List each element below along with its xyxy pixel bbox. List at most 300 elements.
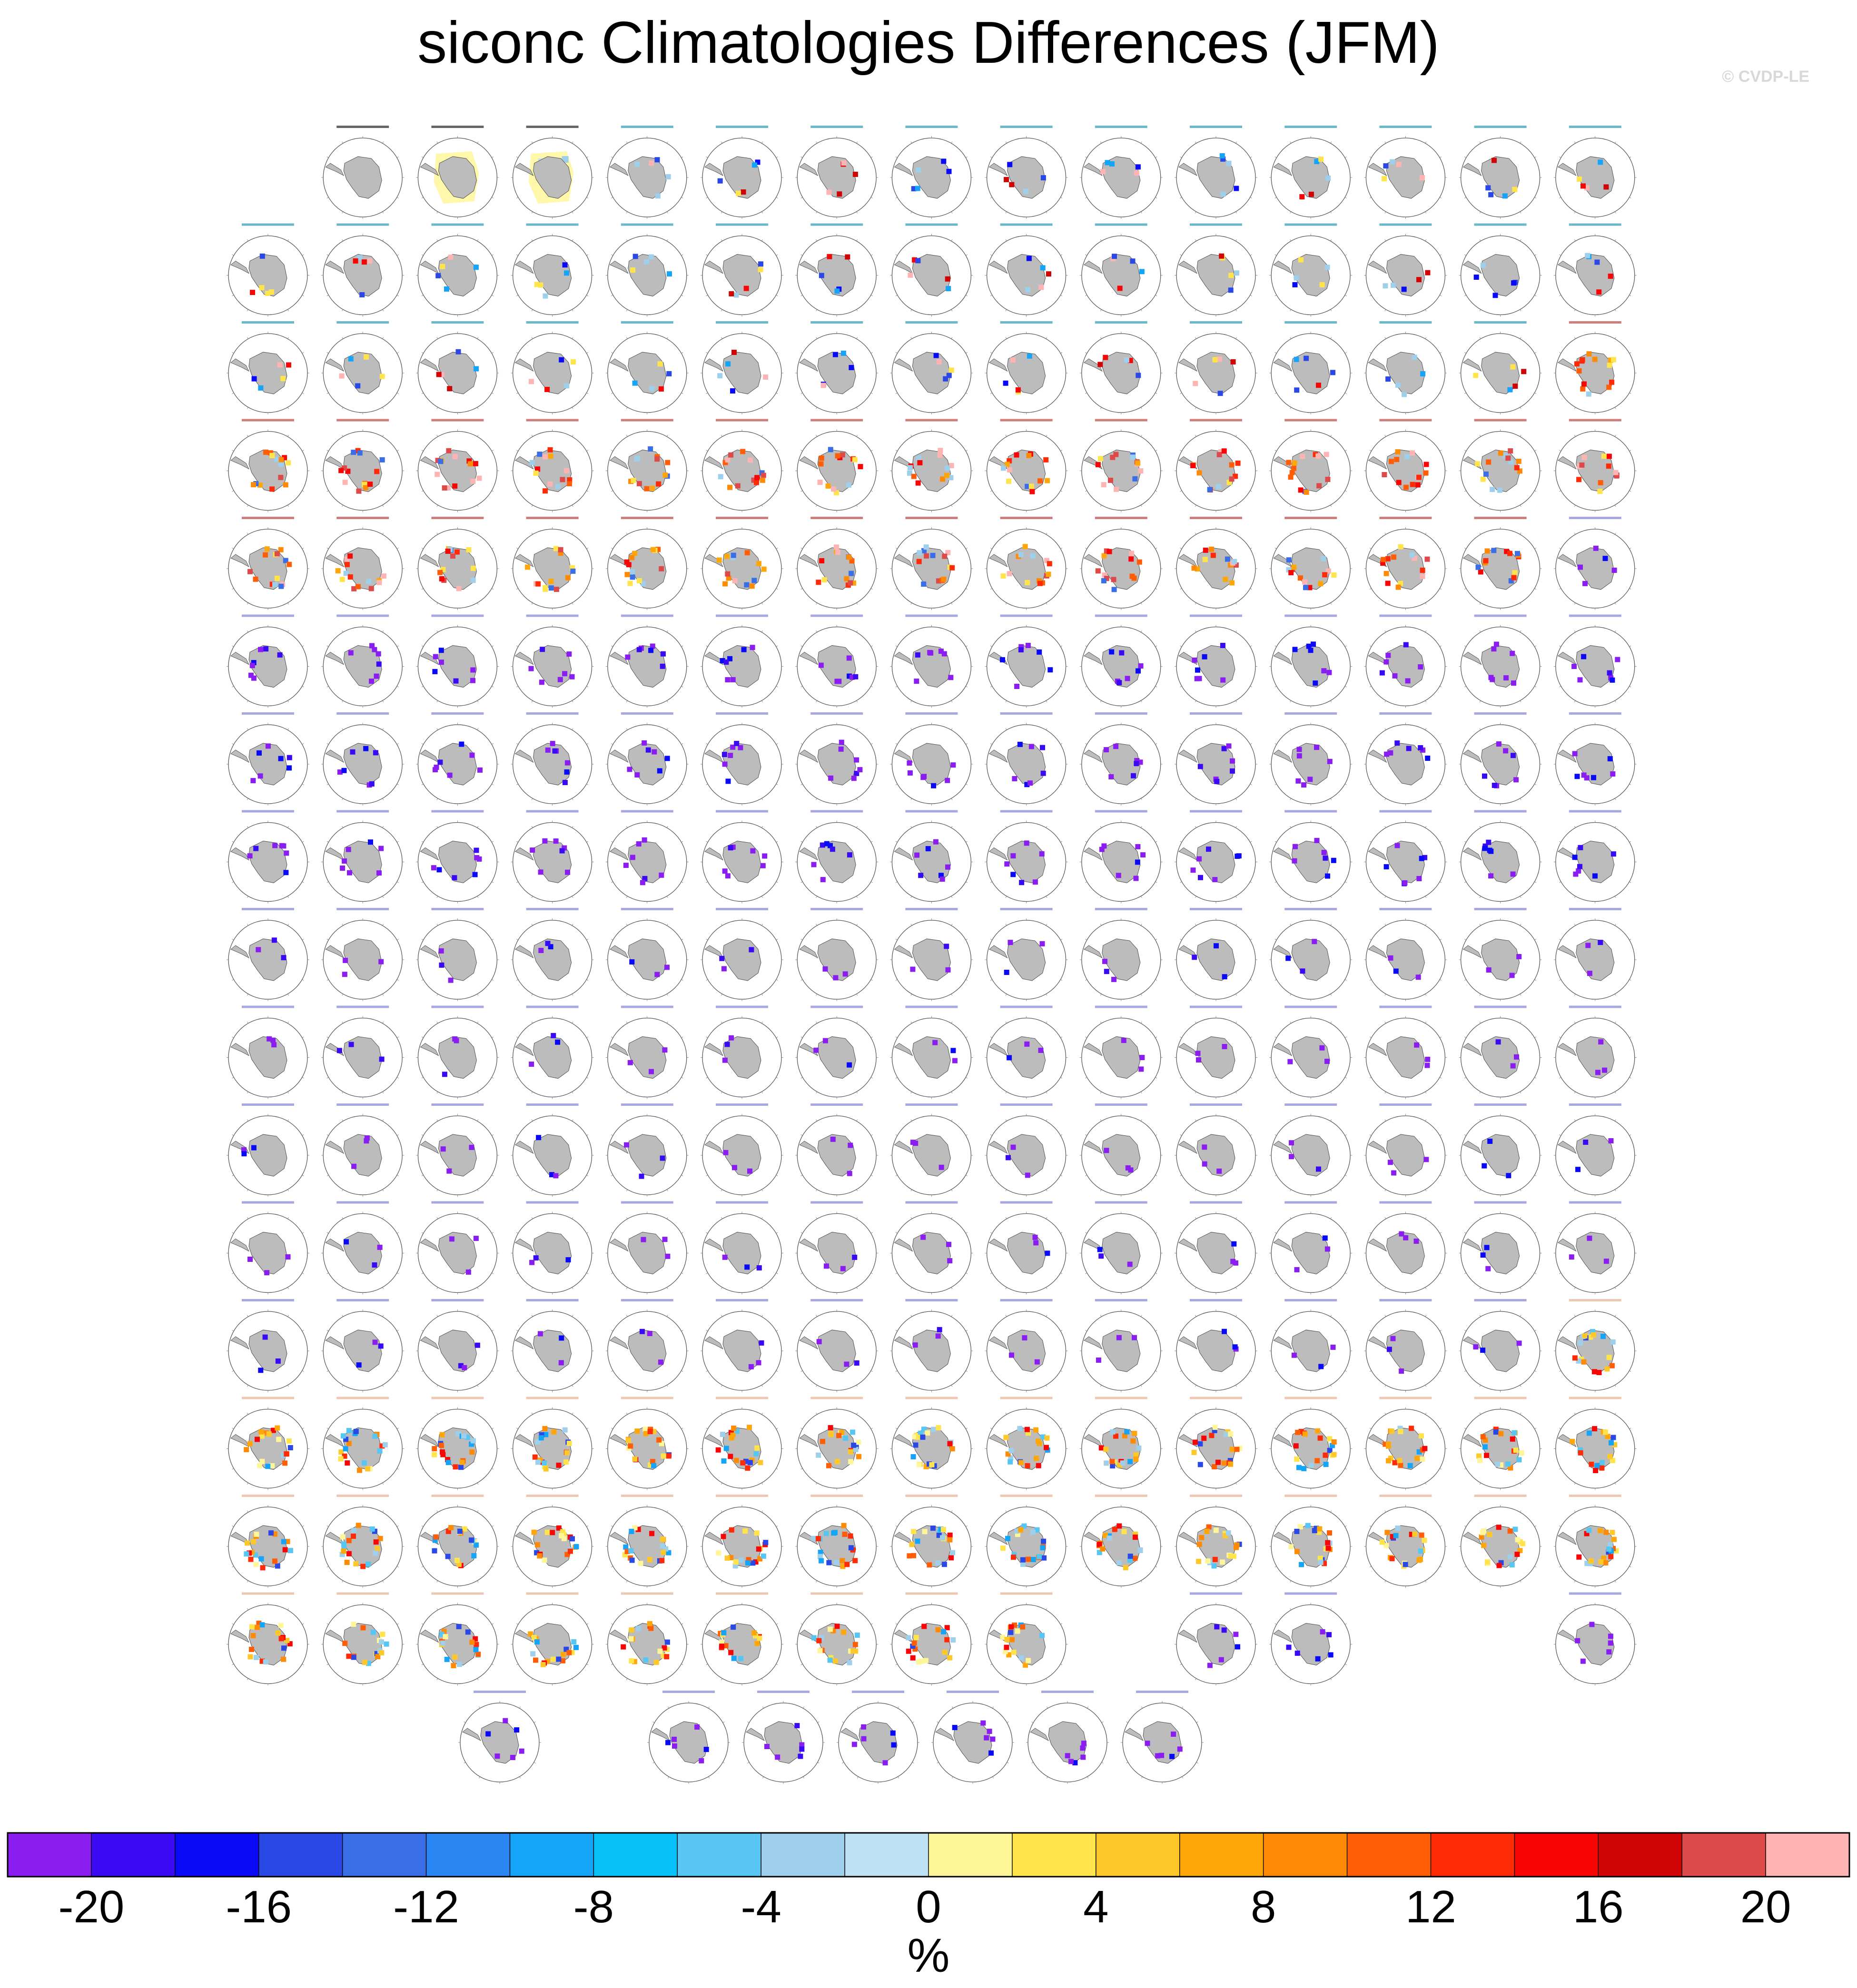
- map-panel: [1554, 321, 1637, 414]
- map-tick: [626, 1120, 627, 1121]
- map-tick: [1464, 491, 1466, 492]
- panel-title: [1474, 1299, 1527, 1301]
- map-tick: [1520, 1287, 1521, 1289]
- map-tick: [437, 309, 438, 311]
- map-tick: [990, 1175, 992, 1176]
- map-tick: [1046, 337, 1047, 339]
- diff-cell: [1040, 941, 1045, 946]
- map-tick: [572, 826, 573, 827]
- map-tick: [911, 239, 912, 241]
- map-tick: [477, 994, 478, 995]
- map-tick: [422, 784, 423, 785]
- diff-cell: [1491, 646, 1496, 651]
- map-tick: [1559, 353, 1561, 354]
- diff-cell: [1399, 1368, 1404, 1374]
- diff-cell: [914, 679, 919, 684]
- map-tick: [1574, 1120, 1575, 1121]
- diff-cell: [1006, 479, 1011, 484]
- diff-cell: [1482, 774, 1487, 779]
- panel-title: [810, 419, 863, 422]
- map-tick: [990, 784, 992, 785]
- diff-cell: [1132, 476, 1137, 482]
- panel-title: [526, 1299, 579, 1301]
- map-tick: [721, 1022, 722, 1023]
- map-tick: [1574, 533, 1575, 534]
- map-tick: [397, 784, 398, 785]
- diff-cell: [1102, 553, 1107, 559]
- diff-cell: [1025, 1172, 1030, 1178]
- map-tick: [1275, 1273, 1276, 1274]
- map-tick: [611, 841, 612, 842]
- diff-cell: [1129, 551, 1134, 556]
- diff-cell: [1486, 967, 1492, 973]
- diff-cell: [1098, 456, 1103, 461]
- map-tick: [477, 1413, 478, 1414]
- map-tick: [762, 826, 763, 827]
- diff-cell: [379, 1057, 385, 1062]
- map-tick: [1385, 994, 1386, 995]
- map-panel: [795, 1103, 878, 1197]
- diff-cell: [918, 873, 923, 878]
- diff-cell: [748, 458, 753, 463]
- panel-title: [336, 126, 389, 128]
- map-tick: [776, 157, 778, 158]
- map-tick: [1385, 1287, 1386, 1289]
- diff-cell: [938, 448, 943, 453]
- map-tick: [1425, 896, 1426, 897]
- diff-cell: [936, 1425, 941, 1430]
- map-tick: [816, 1413, 817, 1414]
- diff-cell: [749, 947, 754, 952]
- diff-cell: [1037, 1441, 1042, 1446]
- diff-cell: [362, 259, 367, 265]
- panel-title: [242, 810, 294, 813]
- map-tick: [1520, 1120, 1521, 1121]
- diff-cell: [1388, 955, 1393, 961]
- map-tick: [1046, 435, 1047, 436]
- diff-cell: [1315, 453, 1321, 459]
- diff-cell: [1011, 1145, 1016, 1150]
- diff-cell: [570, 674, 575, 679]
- diff-cell: [761, 863, 766, 868]
- map-tick: [1046, 728, 1047, 730]
- map-tick: [1331, 407, 1332, 409]
- diff-cell: [1597, 489, 1602, 494]
- map-tick: [327, 157, 328, 158]
- map-tick: [1370, 646, 1371, 647]
- diff-cell: [1108, 774, 1114, 779]
- map-panel: [321, 126, 404, 219]
- diff-cell: [1387, 1347, 1392, 1352]
- diff-cell: [538, 948, 543, 953]
- map-tick: [1370, 450, 1371, 451]
- map-tick: [1534, 1273, 1536, 1274]
- diff-cell: [1193, 1440, 1198, 1445]
- map-tick: [1195, 435, 1196, 436]
- map-tick: [1156, 589, 1157, 590]
- map-tick: [1236, 1217, 1237, 1219]
- panel-title: [621, 615, 673, 617]
- diff-cell: [345, 1460, 350, 1466]
- map-tick: [1440, 939, 1441, 940]
- panel-title: [1284, 908, 1337, 910]
- map-tick: [1345, 646, 1346, 647]
- map-tick: [1464, 1273, 1466, 1274]
- map-tick: [1331, 603, 1332, 604]
- map-tick: [1141, 337, 1142, 339]
- map-tick: [1480, 337, 1481, 339]
- diff-cell: [725, 873, 731, 878]
- diff-cell: [1198, 875, 1203, 880]
- map-tick: [816, 212, 817, 213]
- map-tick: [911, 603, 912, 604]
- map-tick: [1630, 1135, 1631, 1136]
- diff-cell: [658, 361, 663, 366]
- diff-cell: [1575, 774, 1580, 779]
- map-tick: [1345, 882, 1346, 883]
- diff-cell: [258, 385, 263, 391]
- map-tick: [1180, 882, 1182, 883]
- map-tick: [422, 1232, 423, 1233]
- map-tick: [1060, 1371, 1062, 1372]
- map-tick: [586, 882, 588, 883]
- map-tick: [1180, 1371, 1182, 1372]
- diff-cell: [1512, 187, 1517, 192]
- map-tick: [966, 1468, 967, 1469]
- diff-cell: [566, 1257, 571, 1262]
- diff-cell: [1102, 959, 1107, 964]
- map-tick: [1345, 1077, 1346, 1078]
- map-tick: [437, 896, 438, 897]
- diff-cell: [1419, 1433, 1424, 1438]
- diff-cell: [1192, 658, 1197, 663]
- map-tick: [532, 407, 533, 409]
- diff-cell: [284, 1451, 289, 1457]
- map-panel: [1175, 1006, 1257, 1099]
- diff-cell: [278, 756, 284, 761]
- map-tick: [1100, 407, 1101, 409]
- map-tick: [288, 309, 289, 311]
- panel-title: [1569, 224, 1621, 226]
- map-tick: [247, 239, 248, 241]
- map-tick: [1060, 646, 1062, 647]
- panel-title: [1000, 126, 1053, 128]
- map-tick: [966, 295, 967, 296]
- diff-cell: [757, 1265, 762, 1270]
- map-tick: [721, 1287, 722, 1289]
- map-tick: [911, 505, 912, 506]
- map-tick: [492, 841, 493, 842]
- diff-cell: [1598, 480, 1603, 485]
- diff-cell: [343, 958, 348, 963]
- map-tick: [1156, 1037, 1157, 1038]
- diff-cell: [729, 1035, 734, 1041]
- map-tick: [1370, 939, 1371, 940]
- map-tick: [667, 505, 668, 506]
- map-tick: [1046, 1413, 1047, 1414]
- map-tick: [1331, 700, 1332, 702]
- map-tick: [1085, 939, 1087, 940]
- diff-cell: [661, 1454, 666, 1459]
- map-tick: [667, 728, 668, 730]
- map-tick: [1236, 826, 1237, 827]
- diff-cell: [944, 944, 949, 949]
- map-tick: [397, 589, 398, 590]
- diff-cell: [558, 677, 563, 682]
- map-tick: [1534, 1077, 1536, 1078]
- map-tick: [1290, 142, 1291, 143]
- map-tick: [966, 1037, 967, 1038]
- map-panel: [511, 1006, 594, 1099]
- panel-title: [1379, 1397, 1432, 1399]
- diff-cell: [1303, 585, 1308, 590]
- map-tick: [1370, 1175, 1371, 1176]
- map-tick: [1480, 630, 1481, 632]
- diff-cell: [1382, 176, 1387, 181]
- map-tick: [816, 1287, 817, 1289]
- map-tick: [586, 295, 588, 296]
- map-tick: [1331, 1092, 1332, 1093]
- diff-cell: [1420, 1457, 1425, 1462]
- diff-cell: [251, 482, 256, 487]
- map-tick: [1464, 1371, 1466, 1372]
- map-tick: [302, 353, 304, 354]
- diff-cell: [1507, 387, 1512, 393]
- map-tick: [437, 630, 438, 632]
- diff-cell: [1517, 1457, 1522, 1462]
- map-tick: [706, 1428, 708, 1429]
- diff-cell: [442, 1072, 447, 1077]
- panel-title: [1379, 908, 1432, 910]
- map-panel: [890, 810, 973, 904]
- map-tick: [1290, 896, 1291, 897]
- map-tick: [1180, 744, 1182, 745]
- diff-cell: [1405, 678, 1411, 683]
- map-tick: [1630, 744, 1631, 745]
- diff-cell: [539, 679, 544, 685]
- map-tick: [232, 393, 234, 394]
- map-tick: [1085, 157, 1087, 158]
- map-tick: [721, 603, 722, 604]
- panel-title: [526, 615, 579, 617]
- diff-cell: [277, 652, 283, 658]
- map-tick: [1236, 994, 1237, 995]
- map-tick: [327, 393, 328, 394]
- map-tick: [288, 826, 289, 827]
- map-tick: [232, 1175, 234, 1176]
- diff-cell: [1047, 667, 1053, 672]
- map-tick: [383, 798, 384, 800]
- map-tick: [871, 784, 872, 785]
- diff-cell: [631, 478, 636, 483]
- diff-cell: [475, 1343, 480, 1348]
- panel-title: [336, 712, 389, 715]
- map-tick: [990, 1232, 992, 1233]
- diff-cell: [1517, 1340, 1522, 1346]
- diff-cell: [1135, 460, 1140, 465]
- map-tick: [1290, 994, 1291, 995]
- map-tick: [762, 798, 763, 800]
- map-tick: [990, 646, 992, 647]
- map-panel: [321, 517, 404, 610]
- diff-cell: [1383, 163, 1388, 168]
- map-tick: [1195, 700, 1196, 702]
- map-panel: [1269, 810, 1352, 904]
- map-tick: [1440, 1371, 1441, 1372]
- map-tick: [1180, 1428, 1182, 1429]
- diff-cell: [640, 1329, 645, 1334]
- map-tick: [1006, 924, 1007, 925]
- map-tick: [247, 309, 248, 311]
- map-tick: [477, 896, 478, 897]
- diff-cell: [731, 677, 736, 682]
- diff-cell: [630, 855, 635, 860]
- map-tick: [397, 1232, 398, 1233]
- panel-title: [1190, 1201, 1242, 1204]
- map-tick: [1345, 157, 1346, 158]
- diff-cell: [731, 553, 736, 558]
- map-tick: [1480, 1413, 1481, 1414]
- panel-title: [905, 126, 958, 128]
- map-tick: [1559, 491, 1561, 492]
- map-tick: [776, 548, 778, 549]
- map-tick: [1480, 728, 1481, 730]
- map-tick: [302, 882, 304, 883]
- map-tick: [762, 309, 763, 311]
- diff-cell: [1024, 840, 1029, 846]
- map-tick: [1006, 1092, 1007, 1093]
- diff-cell: [1111, 577, 1116, 582]
- diff-cell: [1324, 1059, 1330, 1064]
- map-tick: [857, 896, 858, 897]
- map-tick: [1520, 1217, 1521, 1219]
- diff-cell: [538, 283, 543, 288]
- panel-title: [1190, 615, 1242, 617]
- map-tick: [1534, 1175, 1536, 1176]
- diff-cell: [366, 579, 371, 584]
- diff-cell: [1323, 1235, 1328, 1240]
- map-tick: [1046, 603, 1047, 604]
- map-tick: [1141, 212, 1142, 213]
- diff-cell: [659, 386, 664, 392]
- diff-cell: [558, 547, 563, 552]
- diff-cell: [921, 774, 927, 779]
- diff-cell: [346, 1428, 352, 1433]
- diff-cell: [931, 783, 936, 788]
- panel-title: [1095, 615, 1147, 617]
- map-tick: [1370, 686, 1371, 687]
- diff-cell: [1325, 874, 1330, 879]
- map-tick: [302, 841, 304, 842]
- diff-cell: [1231, 1241, 1236, 1247]
- diff-cell: [1598, 940, 1603, 945]
- panel-title: [810, 1103, 863, 1106]
- diff-cell: [250, 290, 255, 295]
- map-tick: [801, 450, 802, 451]
- map-tick: [951, 700, 952, 702]
- map-tick: [1559, 841, 1561, 842]
- map-tick: [492, 1468, 493, 1469]
- map-tick: [492, 1330, 493, 1331]
- diff-cell: [1325, 265, 1330, 270]
- map-tick: [1085, 646, 1087, 647]
- map-tick: [1440, 882, 1441, 883]
- map-tick: [951, 1287, 952, 1289]
- map-panel: [1175, 908, 1257, 1001]
- map-tick: [1520, 700, 1521, 702]
- diff-cell: [275, 576, 280, 581]
- map-tick: [1615, 407, 1616, 409]
- map-panel: [416, 1006, 499, 1099]
- diff-cell: [439, 963, 444, 968]
- diff-cell: [278, 462, 284, 467]
- diff-cell: [948, 675, 953, 680]
- map-tick: [1370, 157, 1371, 158]
- map-tick: [857, 505, 858, 506]
- map-panel: [795, 1201, 878, 1295]
- map-tick: [247, 1315, 248, 1317]
- diff-cell: [1222, 974, 1227, 979]
- map-tick: [1440, 646, 1441, 647]
- map-tick: [327, 1371, 328, 1372]
- map-tick: [247, 728, 248, 730]
- map-tick: [1141, 1190, 1142, 1191]
- map-tick: [1630, 197, 1631, 198]
- panel-title: [1190, 321, 1242, 324]
- map-panel: [1364, 419, 1447, 512]
- diff-cell: [1132, 1335, 1137, 1340]
- diff-cell: [1025, 580, 1030, 585]
- map-tick: [1100, 798, 1101, 800]
- map-tick: [1141, 603, 1142, 604]
- diff-cell: [730, 388, 735, 394]
- map-tick: [966, 784, 967, 785]
- diff-cell: [470, 668, 475, 673]
- diff-cell: [721, 1458, 727, 1464]
- map-tick: [1046, 407, 1047, 409]
- diff-cell: [1397, 1458, 1402, 1463]
- diff-cell: [1136, 1446, 1141, 1451]
- diff-cell: [1132, 1431, 1137, 1436]
- diff-cell: [1602, 1068, 1607, 1073]
- map-tick: [1425, 1092, 1426, 1093]
- diff-cell: [644, 486, 649, 492]
- diff-cell: [1025, 1463, 1030, 1468]
- panel-title: [1095, 1397, 1147, 1399]
- map-tick: [776, 491, 778, 492]
- map-tick: [1559, 1037, 1561, 1038]
- map-tick: [1480, 435, 1481, 436]
- panel-title: [1474, 810, 1527, 813]
- diff-cell: [754, 475, 760, 480]
- map-tick: [1290, 1413, 1291, 1414]
- map-tick: [857, 1315, 858, 1317]
- diff-cell: [1576, 477, 1581, 482]
- diff-cell: [846, 482, 851, 488]
- map-tick: [1046, 896, 1047, 897]
- map-tick: [1385, 728, 1386, 730]
- diff-cell: [727, 485, 732, 490]
- panel-title: [1474, 419, 1527, 422]
- diff-cell: [376, 661, 382, 667]
- map-tick: [1141, 924, 1142, 925]
- map-panel: [227, 1201, 309, 1295]
- map-panel: [321, 1006, 404, 1099]
- diff-cell: [1008, 1448, 1014, 1453]
- diff-cell: [567, 1441, 572, 1446]
- map-panel: [227, 517, 309, 610]
- map-tick: [896, 841, 897, 842]
